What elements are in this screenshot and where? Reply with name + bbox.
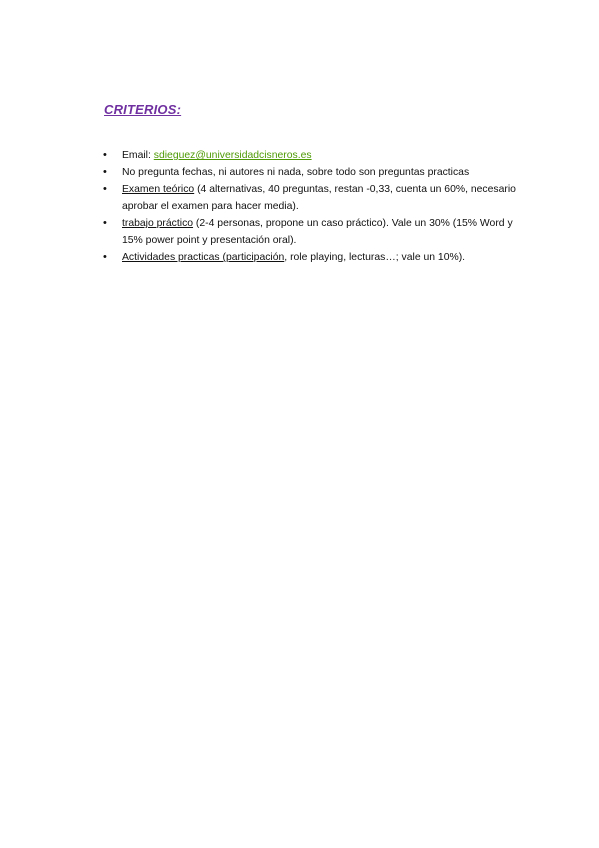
bullet-icon: • [103, 251, 107, 263]
email-link[interactable]: sdieguez@universidadcisneros.es [153, 150, 312, 161]
activities-details: , role playing, lecturas…; vale un 10%). [284, 252, 466, 263]
practical-work-title: trabajo práctico [122, 218, 194, 229]
section-heading: CRITERIOS: [104, 102, 182, 117]
bullet-icon: • [103, 149, 107, 161]
practical-work-details: (2-4 personas, propone un caso práctico). Vale un 30% (15% Word y 15% power point y presentación oral). [122, 218, 513, 246]
bullet-icon: • [103, 183, 107, 195]
bullet-icon: • [103, 166, 107, 178]
list-item-practical-work [103, 215, 523, 249]
list-item-email [103, 147, 523, 164]
list-item-exam [103, 181, 523, 215]
questions-text: No pregunta fechas, ni autores ni nada, sobre todo son preguntas practicas [122, 167, 470, 178]
criteria-list [103, 147, 523, 266]
exam-details: (4 alternativas, 40 preguntas, restan -0,33, cuenta un 60%, necesario aprobar el examen para hacer media). [122, 184, 516, 212]
exam-title: Examen teórico [122, 184, 195, 195]
list-item-questions [103, 164, 523, 181]
activities-title: Actividades practicas (participación [122, 252, 285, 263]
email-label: Email: [122, 150, 154, 161]
list-item-activities [103, 249, 523, 266]
bullet-icon: • [103, 217, 107, 229]
